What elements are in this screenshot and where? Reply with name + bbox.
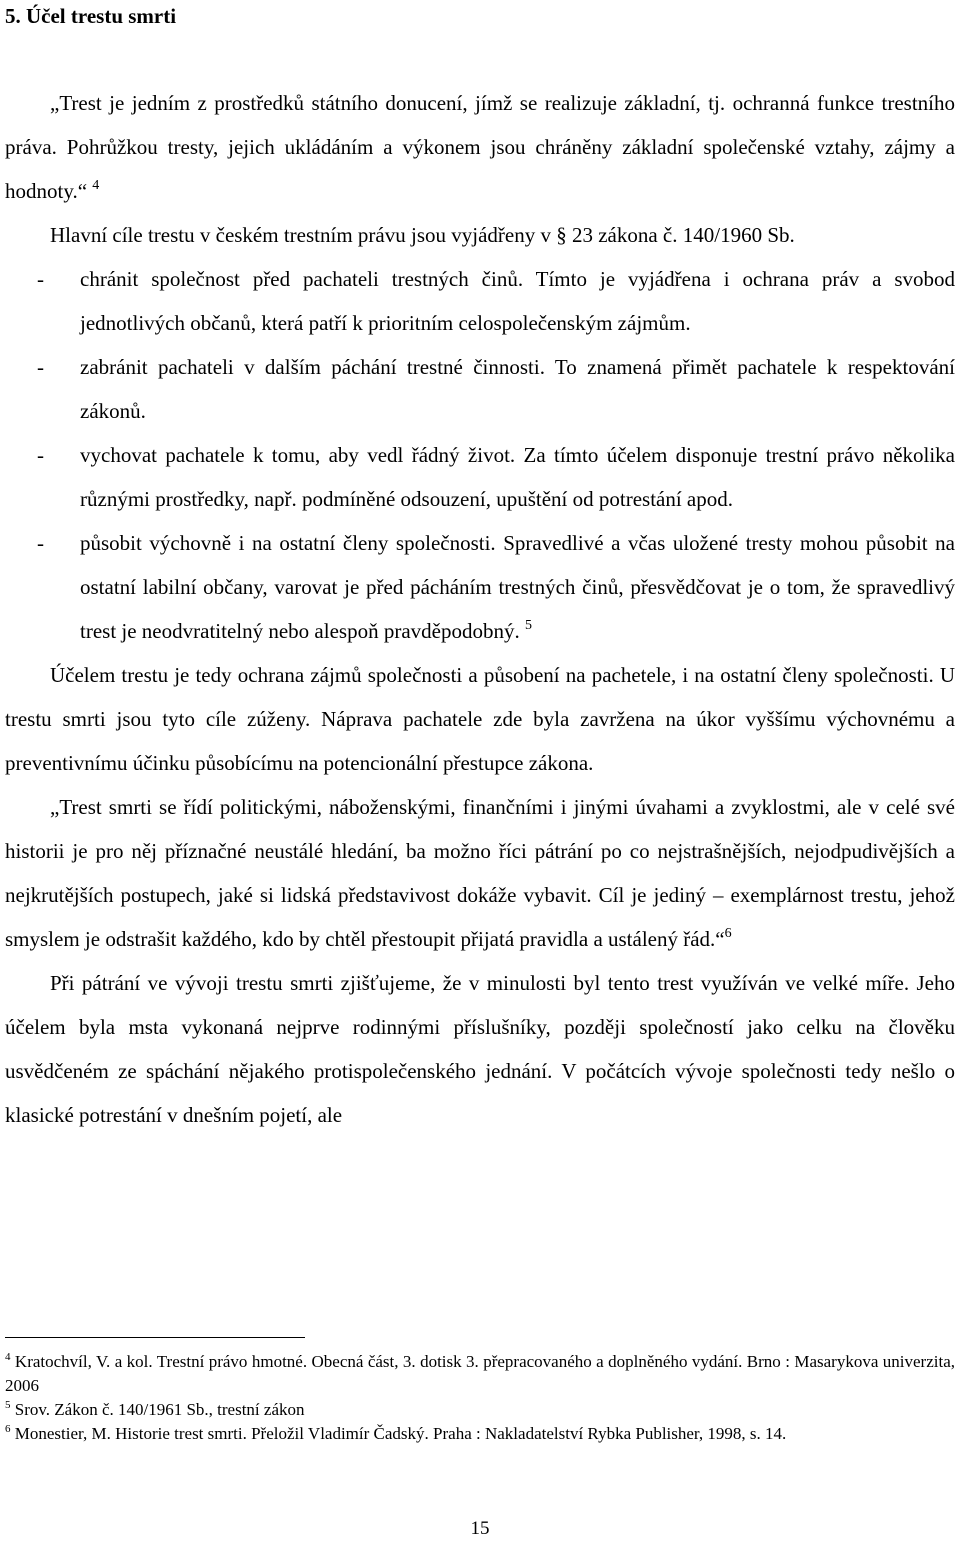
footnote-6: [5, 1422, 955, 1446]
footnote-text: Monestier, M. Historie trest smrti. Přeložil Vladimír Čadský. Praha : Nakladatelství Rybka Publisher, 1998, s. 14.: [14, 1424, 787, 1443]
footnote-ref-4: 4: [92, 178, 100, 193]
footnote-text: Srov. Zákon č. 140/1961 Sb., trestní zákon: [14, 1400, 305, 1419]
footnote-number: 5: [5, 1399, 11, 1411]
footnote-text: Kratochvíl, V. a kol. Trestní právo hmotné. Obecná část, 3. dotisk 3. přepracovaného a doplněného vydání. Brno : Masarykova univerzita, 2006: [5, 1352, 956, 1395]
footnote-separator: [5, 1337, 305, 1338]
list-item: [5, 433, 955, 521]
paragraph-3: Účelem trestu je tedy ochrana zájmů společnosti a působení na pachetele, i na ostatní členy společnosti. U trestu smrti jsou tyto cíle zúženy. Náprava pachatele zde byla zavržena na úkor vyššímu výchovnému a preventivnímu účinku působícímu na potencionální přestupce zákona.: [5, 663, 955, 775]
list-item-text: zabránit pachateli v dalším páchání trestné činnosti. To znamená přimět pachatele k respektování zákonů.: [80, 355, 955, 423]
list-item: [5, 257, 955, 345]
quote-paragraph-4: [5, 785, 955, 961]
section-heading: 5. Účel trestu smrti: [5, 4, 177, 28]
list-item-text: vychovat pachatele k tomu, aby vedl řádný život. Za tímto účelem disponuje trestní právo několika různými prostředky, např. podmíněné odsouzení, upuštění od potrestání apod.: [80, 443, 955, 511]
footnotes: [5, 1350, 955, 1446]
goals-list: [5, 257, 955, 653]
footnote-number: 6: [5, 1423, 11, 1435]
quote-paragraph-1: [5, 81, 955, 213]
footnote-5: [5, 1398, 955, 1422]
list-dash: -: [37, 355, 44, 379]
footnote-4: [5, 1350, 955, 1398]
paragraph-2: Hlavní cíle trestu v českém trestním právu jsou vyjádřeny v § 23 zákona č. 140/1960 Sb.: [50, 223, 795, 247]
page-number: 15: [470, 1518, 490, 1539]
list-item-text: působit výchovně i na ostatní členy společnosti. Spravedlivé a včas uložené tresty mohou působit na ostatní labilní občany, varovat je před pácháním trestných činů, přesvědčovat je o tom, že spravedlivý trest je neodvratitelný nebo alespoň pravděpodobný.: [80, 531, 955, 643]
paragraph-text: „Trest je jedním z prostředků státního donucení, jímž se realizuje základní, tj. ochranná funkce trestního práva. Pohrůžkou tresty, jejich ukládáním a výkonem jsou chráněny základní společenské vztahy, zájmy a hodnoty.“: [5, 91, 955, 203]
list-dash: -: [37, 443, 44, 467]
paragraph-text: „Trest smrti se řídí politickými, náboženskými, finančními i jinými úvahami a zvyklostmi, ale v celé své historii je pro něj příznačné neustálé hledání, ba možno říci pátrání po co nejstrašnějších, nejodpudivějších a nejkrutějších postupech, jaké si lidská představivost dokáže vybavit. Cíl je jediný – exemplárnost trestu, jehož smyslem je odstrašit každého, kdo by chtěl přestoupit přijatá pravidla a ustálený řád.“: [5, 795, 955, 951]
footnote-ref-6: 6: [724, 926, 732, 941]
list-item: [5, 345, 955, 433]
footnote-number: 4: [5, 1351, 11, 1363]
list-item: [5, 521, 955, 653]
list-dash: -: [37, 267, 44, 291]
paragraph-5: Při pátrání ve vývoji trestu smrti zjišťujeme, že v minulosti byl tento trest využíván ve velké míře. Jeho účelem byla msta vykonaná nejprve rodinnými příslušníky, později společností jako celku na člověku usvědčeném ze spáchání nějakého protispolečenského jednání. V počátcích vývoje společnosti tedy nešlo o klasické potrestání v dnešním pojetí, ale: [5, 971, 955, 1127]
footnote-ref-5: 5: [524, 618, 532, 633]
list-item-text: chránit společnost před pachateli trestných činů. Tímto je vyjádřena i ochrana práv a svobod jednotlivých občanů, která patří k prioritním celospolečenským zájmům.: [80, 267, 955, 335]
list-dash: -: [37, 531, 44, 555]
body-text: [5, 81, 955, 1137]
